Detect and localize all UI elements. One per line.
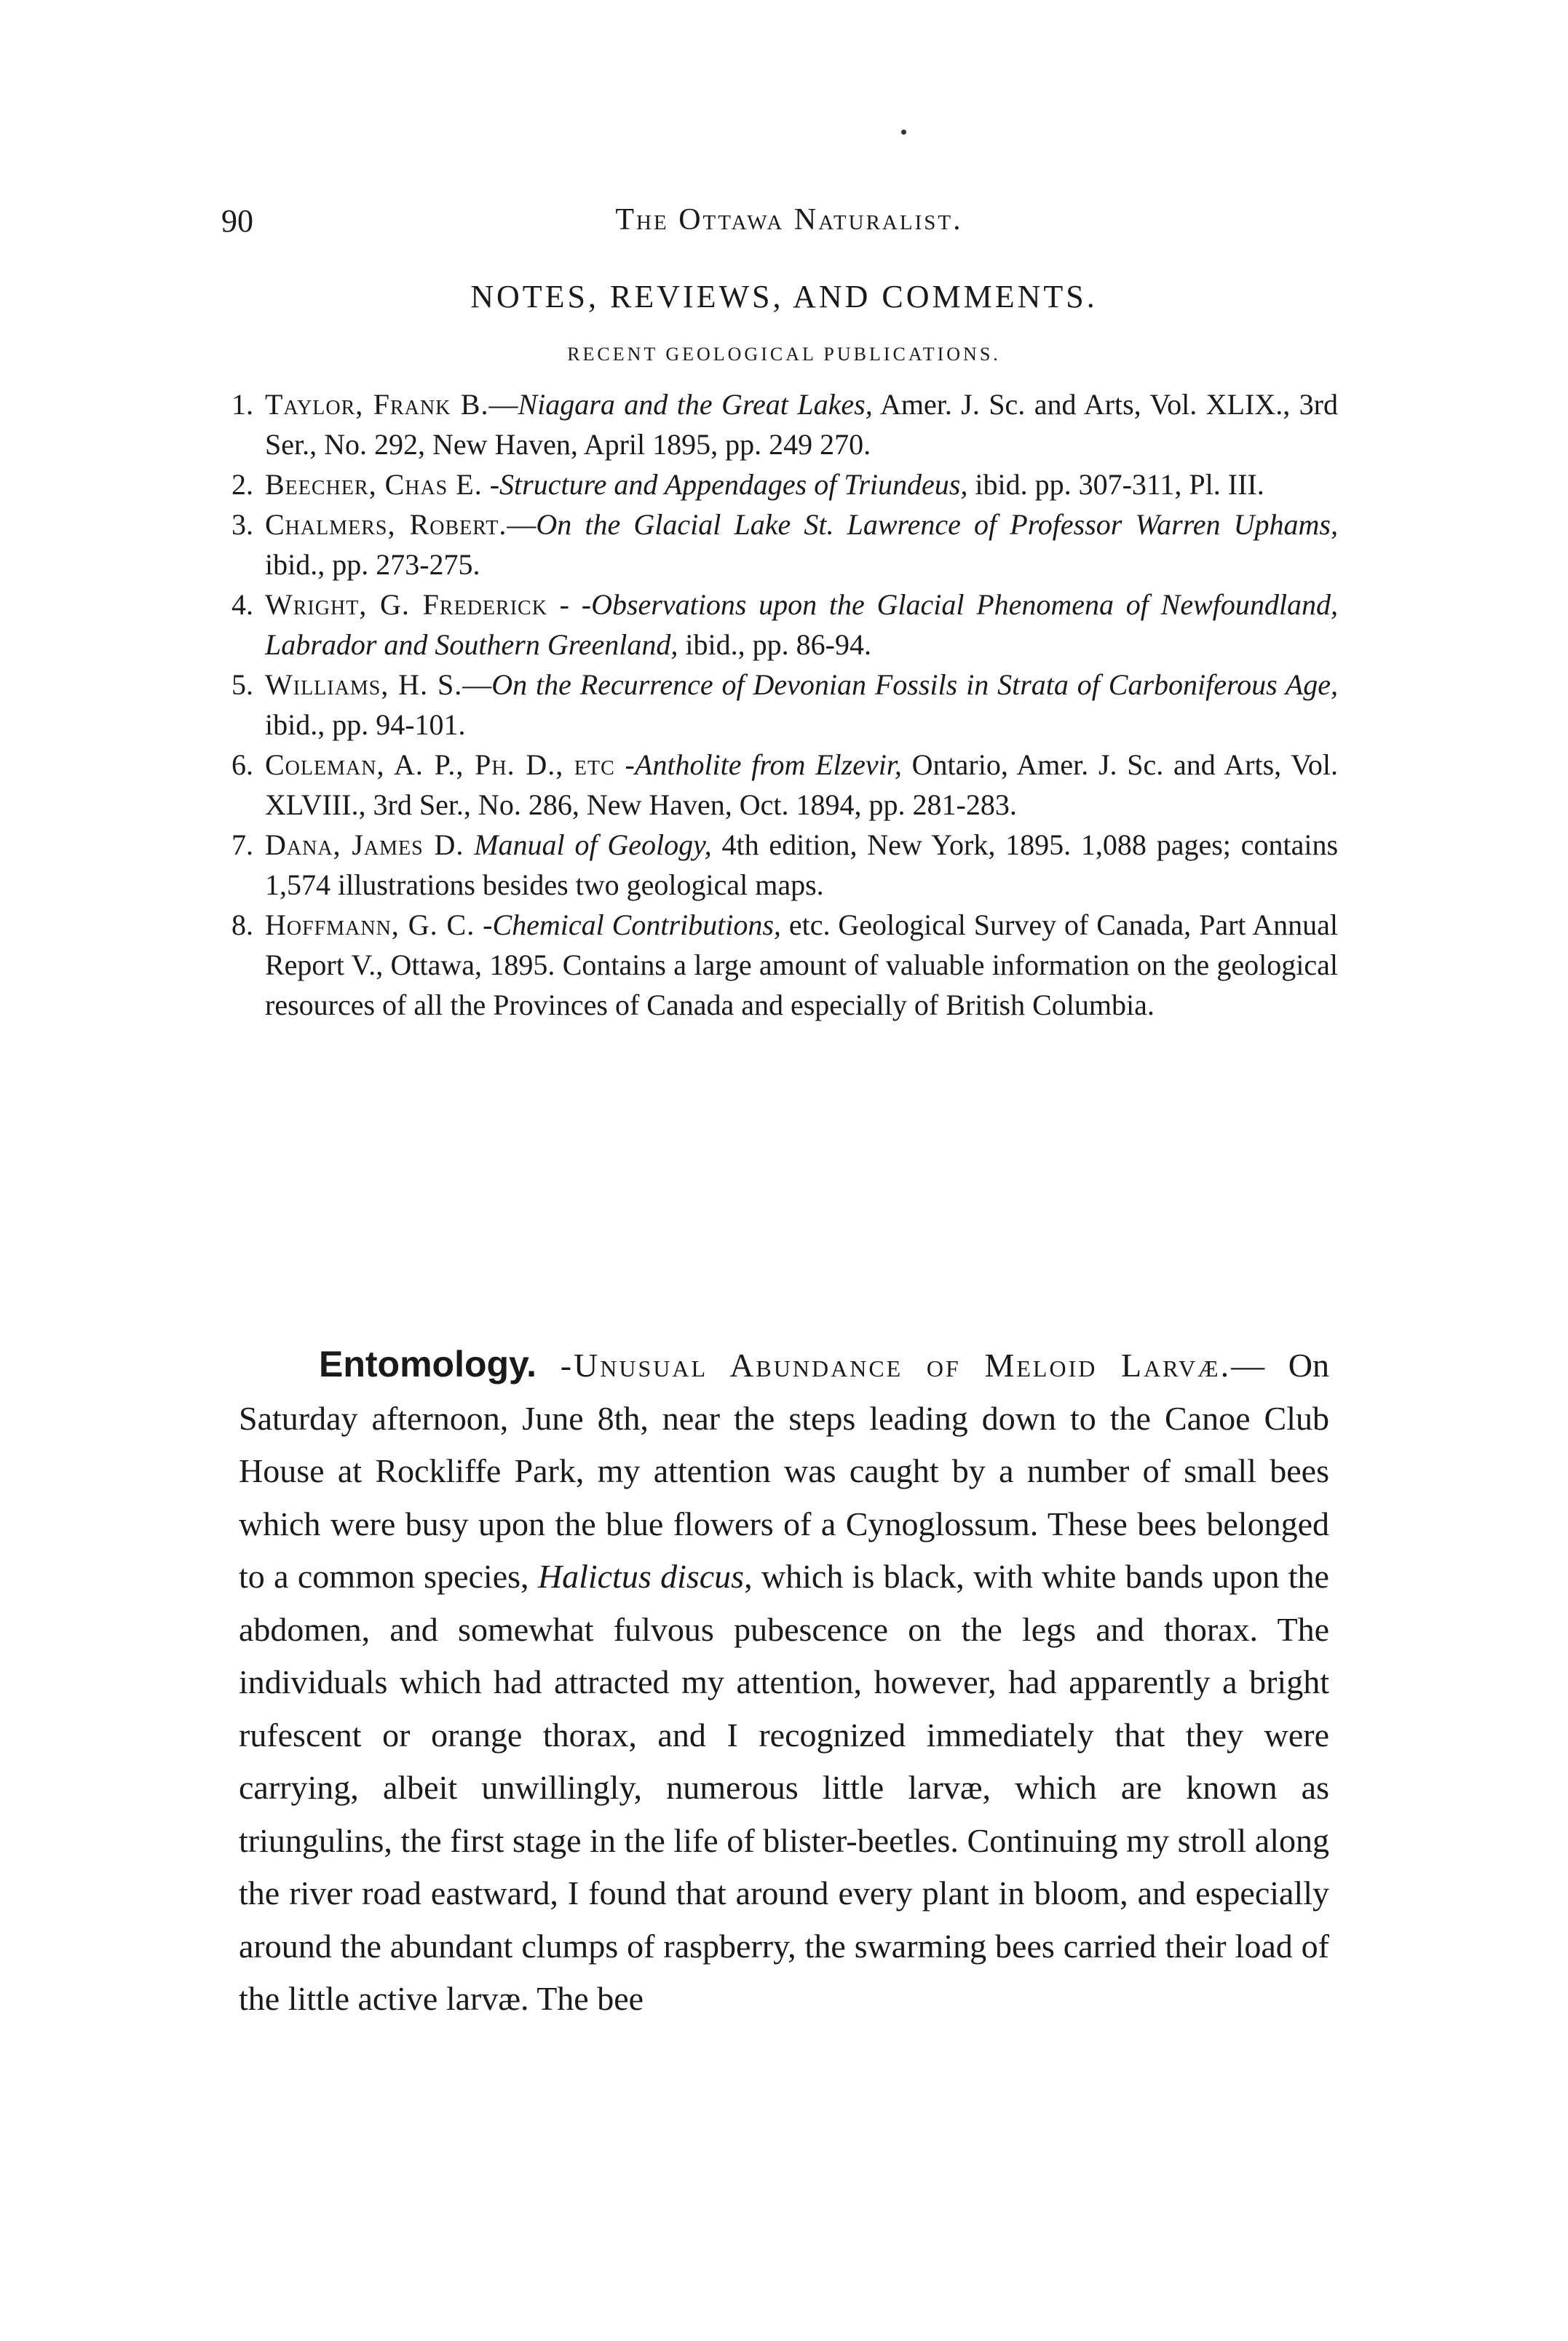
publication-author: Hoffmann, G. C. xyxy=(265,908,475,941)
publication-details: etc. Geological Survey of Canada, Part Annual Report V., Ottawa, 1895. Contains a large amount of valuable information on the geological resources of all the Provinces of Canada and especially of British Columbia. xyxy=(265,908,1338,1021)
publication-author: Wright, G. Frederick xyxy=(265,588,547,621)
entomology-text-part-2: , which is black, with white bands upon the abdomen, and somewhat fulvous pubescence on the legs and thorax. The individuals which had attracted my attention, however, had apparently a bright rufescent or orange thorax, and I recognized immediately that they were carrying, albeit unwillingly, numerous little larvæ, which are known as triungulins, the first stage in the life of blister-beetles. Continuing my stroll along the river road eastward, I found that around every plant in bloom, and especially around the abundant clumps of raspberry, the swarming bees carried their load of the little active larvæ. The bee xyxy=(239,1558,1329,2017)
publication-number: 6. xyxy=(231,748,253,781)
publication-title: Observations upon the Glacial Phenomena of Newfoundland, Labrador and Southern Greenland, xyxy=(265,588,1339,661)
entomology-species-name: Halictus discus xyxy=(537,1558,745,1595)
publication-author: Beecher, Chas E. xyxy=(265,468,483,501)
publication-number: 1. xyxy=(231,388,253,421)
section-title: NOTES, REVIEWS, AND COMMENTS. xyxy=(470,279,1098,314)
publication-separator xyxy=(464,828,474,861)
publication-title: On the Glacial Lake St. Lawrence of Professor Warren Uphams, xyxy=(536,508,1339,541)
publication-separator: - xyxy=(482,468,500,501)
page-number: 90 xyxy=(221,203,253,239)
publication-item xyxy=(231,464,1338,504)
publication-number: 5. xyxy=(231,668,253,701)
publication-author: Coleman, A. P., Ph. D., etc xyxy=(265,748,615,781)
publication-separator: — xyxy=(507,508,536,541)
publication-item xyxy=(231,384,1338,464)
publication-details: ibid. pp. 307-311, Pl. III. xyxy=(967,468,1264,501)
publication-author: Williams, H. S. xyxy=(265,668,463,701)
section-subtitle: RECENT GEOLOGICAL PUBLICATIONS. xyxy=(567,344,1001,365)
publication-title: Structure and Appendages of Triundeus, xyxy=(499,468,968,501)
publication-title: Chemical Contributions, xyxy=(492,908,781,941)
publication-item xyxy=(231,905,1338,1025)
publication-title: Antholite from Elzevir, xyxy=(634,748,902,781)
publication-item xyxy=(231,825,1338,905)
print-speck xyxy=(901,130,906,135)
publication-separator: — xyxy=(462,668,492,701)
publication-separator: — xyxy=(488,388,518,421)
publication-item xyxy=(231,745,1338,825)
publication-title: Niagara and the Great Lakes, xyxy=(518,388,873,421)
publication-details: Ontario, Amer. J. Sc. and Arts, Vol. XLVIII., 3rd Ser., No. 286, New Haven, Oct. 1894, pp. 281-283. xyxy=(265,748,1339,821)
entomology-paragraph xyxy=(239,1338,1329,2026)
publication-number: 4. xyxy=(231,588,253,621)
publication-details: 4th edition, New York, 1895. 1,088 pages; contains 1,574 illustrations besides two geological maps. xyxy=(265,828,1339,901)
publication-list xyxy=(231,384,1338,1025)
publication-details: ibid., pp. 273-275. xyxy=(265,548,480,581)
publication-separator: - xyxy=(475,908,493,941)
publication-number: 7. xyxy=(231,828,253,861)
publication-item xyxy=(231,665,1338,745)
publication-details: ibid., pp. 94-101. xyxy=(265,708,466,741)
entomology-heading: Entomology. xyxy=(319,1344,537,1385)
running-title: The Ottawa Naturalist. xyxy=(615,203,963,237)
publication-number: 2. xyxy=(231,468,253,501)
publication-details: Amer. J. Sc. and Arts, Vol. XLIX., 3rd Ser., No. 292, New Haven, April 1895, pp. 249 270. xyxy=(265,388,1338,461)
publication-details: ibid., pp. 86-94. xyxy=(678,628,871,661)
publication-author: Taylor, Frank B. xyxy=(265,388,489,421)
entomology-subheading: -Unusual Abundance of Meloid Larvæ.— xyxy=(536,1347,1267,1384)
publication-item xyxy=(231,585,1338,665)
publication-author: Dana, James D. xyxy=(265,828,464,861)
publication-item xyxy=(231,504,1338,585)
publication-separator: - - xyxy=(547,588,592,621)
publication-author: Chalmers, Robert. xyxy=(265,508,507,541)
entomology-text-part-1: On Saturday afternoon, June 8th, near the steps leading down to the Canoe Club House at Rockliffe Park, my attention was caught by a number of small bees which were busy upon the blue flowers of a Cynoglossum. These bees belonged to a common species, xyxy=(239,1347,1329,1595)
publication-title: On the Recurrence of Devonian Fossils in Strata of Carboniferous Age, xyxy=(491,668,1338,701)
running-head xyxy=(221,202,1357,246)
publication-number: 8. xyxy=(231,908,253,941)
publication-title: Manual of Geology, xyxy=(474,828,712,861)
publication-number: 3. xyxy=(231,508,253,541)
publication-separator: - xyxy=(614,748,635,781)
